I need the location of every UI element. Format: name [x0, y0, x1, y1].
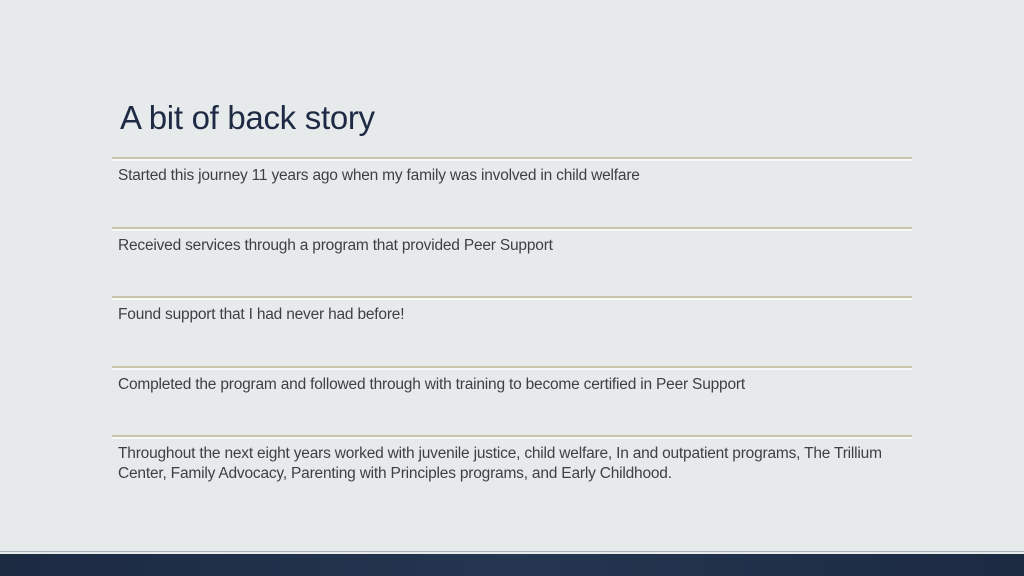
bullet-item	[112, 296, 912, 366]
footer-divider	[0, 551, 1024, 552]
bullet-text: Received services through a program that provided Peer Support	[118, 236, 553, 254]
slide-title: A bit of back story	[120, 99, 375, 136]
bullet-text: Started this journey 11 years ago when my family was involved in child welfare	[118, 167, 640, 184]
footer-band	[0, 554, 1024, 576]
bullet-text: Throughout the next eight years worked with juvenile justice, child welfare, In and outpatient programs, The Trillium Center, Family Advocacy, Parenting with Principles programs, and Early Childhood.	[118, 445, 882, 482]
bullet-list	[112, 157, 912, 505]
bullet-item	[112, 366, 912, 436]
bullet-text: Found support that I had never had before!	[118, 306, 405, 323]
bullet-text: Completed the program and followed through with training to become certified in Peer Support	[118, 375, 745, 393]
bullet-item	[112, 227, 912, 297]
bullet-item	[112, 157, 912, 227]
bullet-item	[112, 435, 912, 505]
